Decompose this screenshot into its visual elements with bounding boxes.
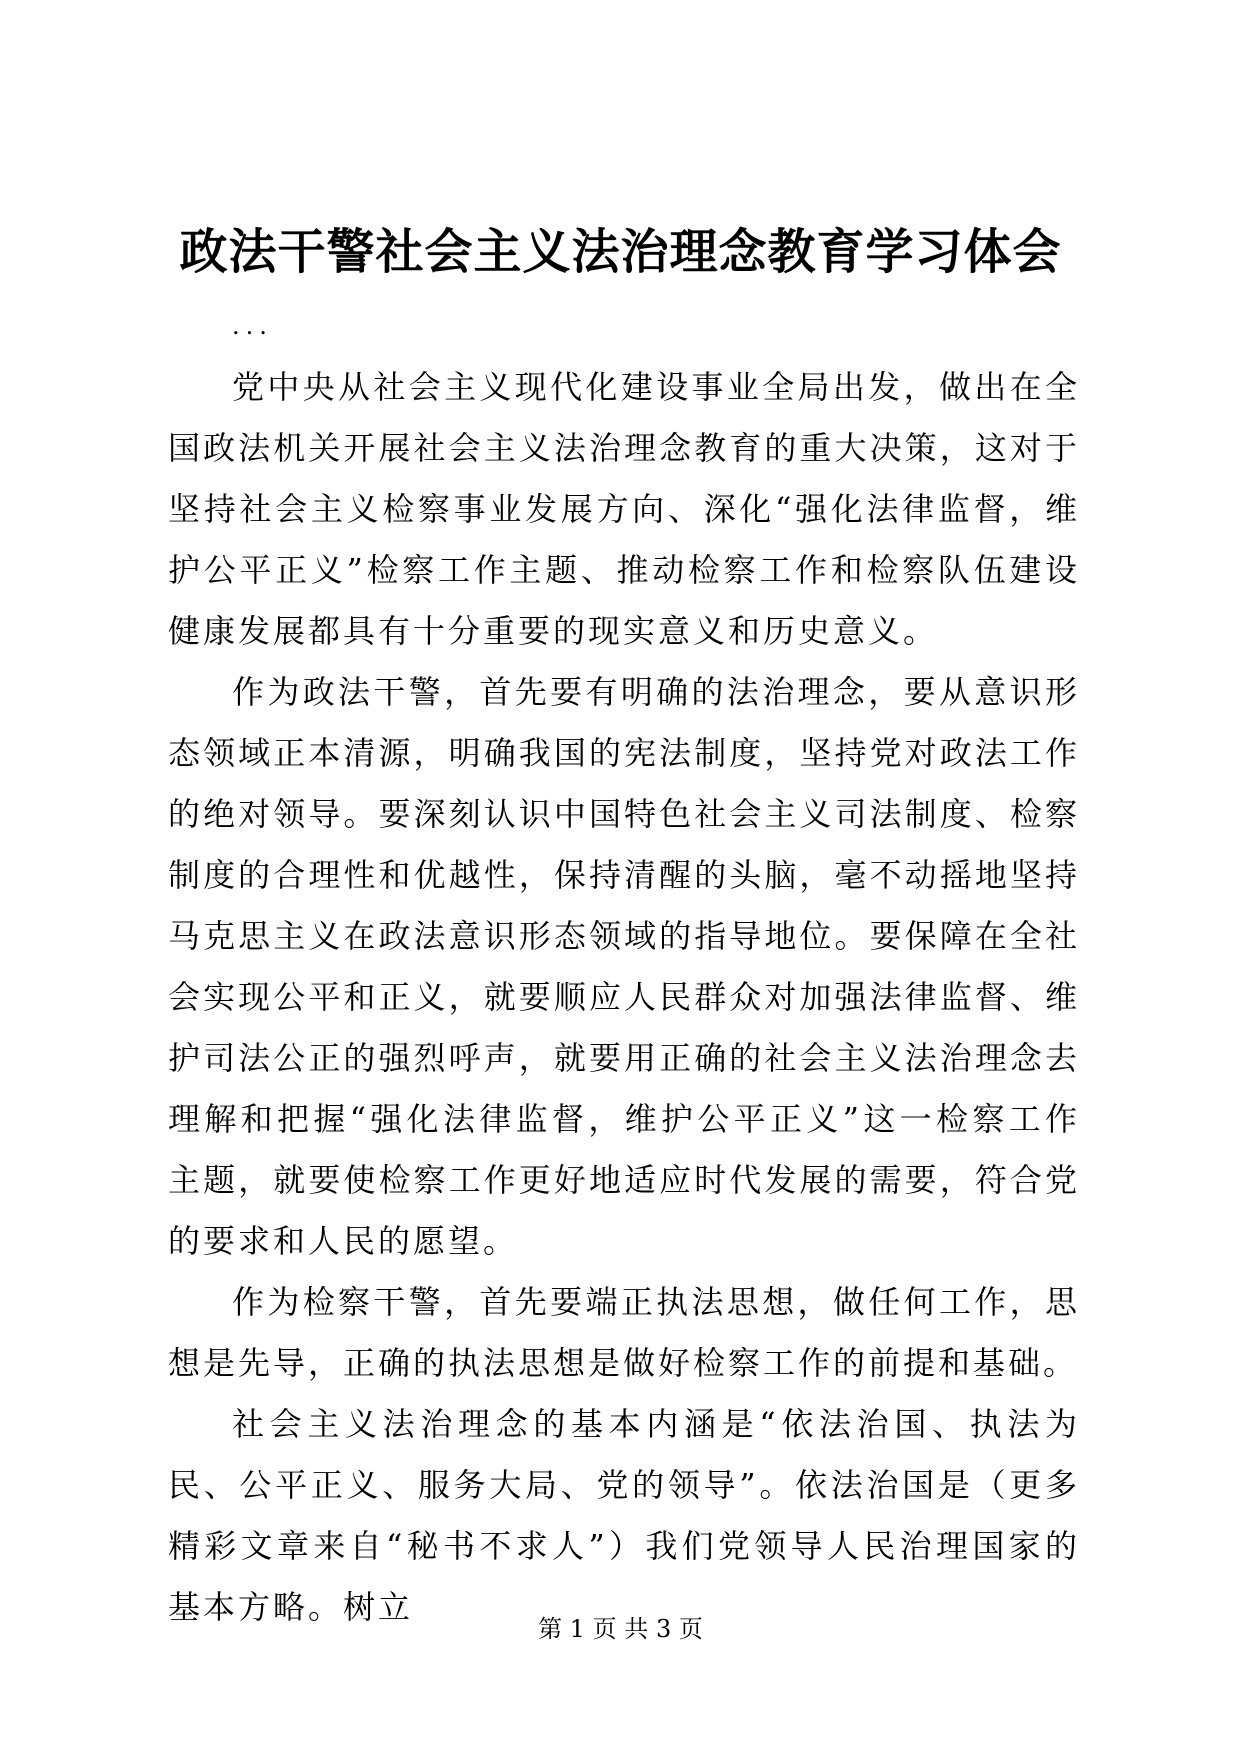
page-title: 政法干警社会主义法治理念教育学习体会 — [179, 224, 1062, 280]
page-footer: 第 1 页 共 3 页 — [538, 1615, 703, 1643]
paragraph-1: 党中央从社会主义现代化建设事业全局出发，做出在全国政法机关开展社会主义法治理念教育的重大决策，这对于坚持社会主义检察事业发展方向、深化“强化法律监督，维护公平正义”检察工作主题、推动检察工作和检察队伍建设健康发展都具有十分重要的现实意义和历史意义。 — [168, 368, 1080, 650]
paragraph-3: 作为检察干警，首先要端正执法思想，做任何工作，思想是先导，正确的执法思想是做好检察工作的前提和基础。 — [168, 1283, 1080, 1382]
paragraph-4: 社会主义法治理念的基本内涵是“依法治国、执法为民、公平正义、服务大局、党的领导”。依法治国是（更多精彩文章来自“秘书不求人”）我们党领导人民治理国家的基本方略。树立 — [168, 1405, 1080, 1626]
paragraph-2: 作为政法干警，首先要有明确的法治理念，要从意识形态领域正本清源，明确我国的宪法制度，坚持党对政法工作的绝对领导。要深刻认识中国特色社会主义司法制度、检察制度的合理性和优越性，保持清醒的头脑，毫不动摇地坚持马克思主义在政法意识形态领域的指导地位。要保障在全社会实现公平和正义，就要顺应人民群众对加强法律监督、维护司法公正的强烈呼声，就要用正确的社会主义法治理念去理解和把握“强化法律监督，维护公平正义”这一检察工作主题，就要使检察工作更好地适应时代发展的需要，符合党的要求和人民的愿望。 — [168, 673, 1080, 1260]
body-text — [168, 357, 1080, 1638]
ellipsis-marker: ... — [232, 312, 273, 340]
